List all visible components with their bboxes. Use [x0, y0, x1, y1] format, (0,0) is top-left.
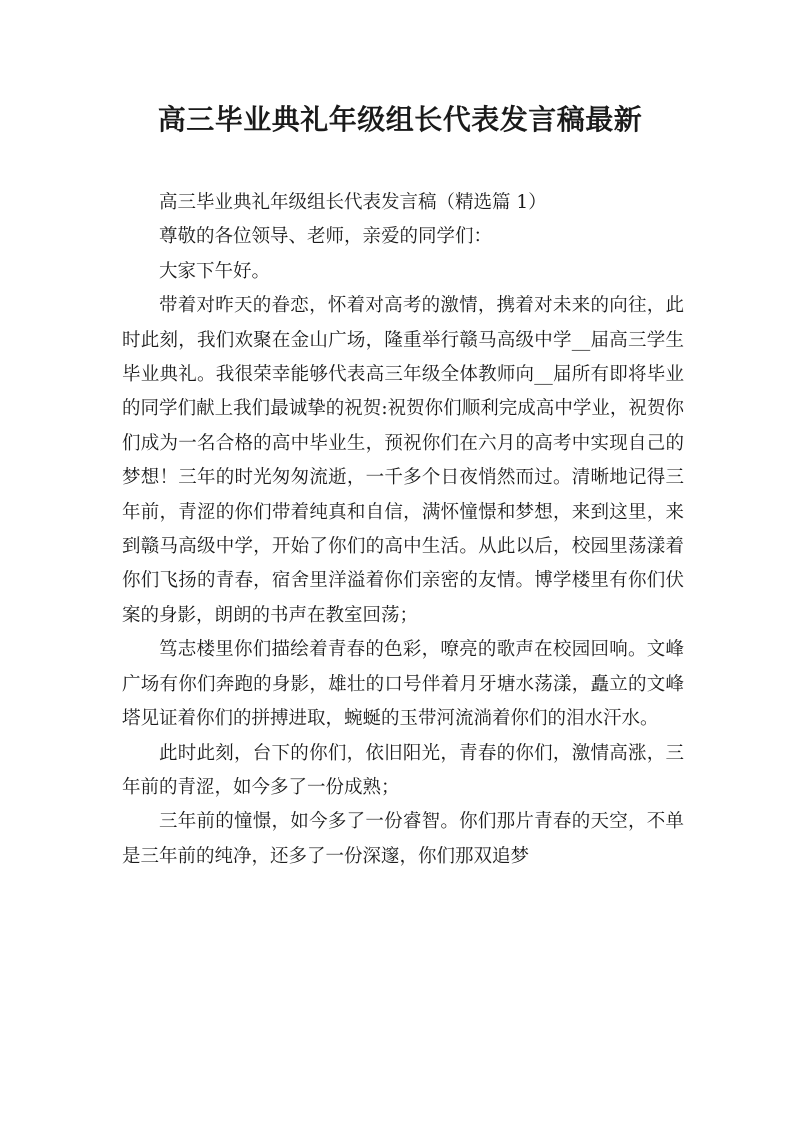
paragraph-subtitle: 高三毕业典礼年级组长代表发言稿（精选篇 1）	[159, 192, 547, 213]
document-title: 高三毕业典礼年级组长代表发言稿最新	[157, 103, 643, 136]
paragraph-body: 此时此刻，台下的你们，依旧阳光，青春的你们，激情高涨，三年前的青涩，如今多了一份成熟；	[122, 742, 684, 798]
paragraph-salutation: 尊敬的各位领导、老师，亲爱的同学们：	[159, 226, 493, 248]
paragraph-body: 笃志楼里你们描绘着青春的色彩，嘹亮的歌声在校园回响。文峰广场有你们奔跑的身影，雄壮的口号伴着月牙塘水荡漾，矗立的文峰塔见证着你们的拼搏进取，蜿蜒的玉带河流淌着你们的泪水汗水。	[122, 639, 684, 730]
paragraph-body: 三年前的憧憬，如今多了一份睿智。你们那片青春的天空，不单是三年前的纯净，还多了一份深邃，你们那双追梦	[122, 811, 684, 867]
document-body	[122, 186, 684, 874]
paragraph-body: 带着对昨天的眷恋，怀着对高考的激情，携着对未来的向往，此时此刻，我们欢聚在金山广场，隆重举行赣马高级中学__届高三学生毕业典礼。我很荣幸能够代表高三年级全体教师向__届所有即将毕业的同学们献上我们最诚挚的祝贺:祝贺你们顺利完成高中学业，祝贺你们成为一名合格的高中毕业生，预祝你们在六月的高考中实现自己的梦想！三年的时光匆匆流逝，一千多个日夜悄然而过。清晰地记得三年前，青涩的你们带着纯真和自信，满怀憧憬和梦想，来到这里，来到赣马高级中学，开始了你们的高中生活。从此以后，校园里荡漾着你们飞扬的青春，宿舍里洋溢着你们亲密的友情。博学楼里有你们伏案的身影，朗朗的书声在教室回荡；	[122, 295, 684, 626]
paragraph-greeting: 大家下午好。	[159, 260, 271, 282]
